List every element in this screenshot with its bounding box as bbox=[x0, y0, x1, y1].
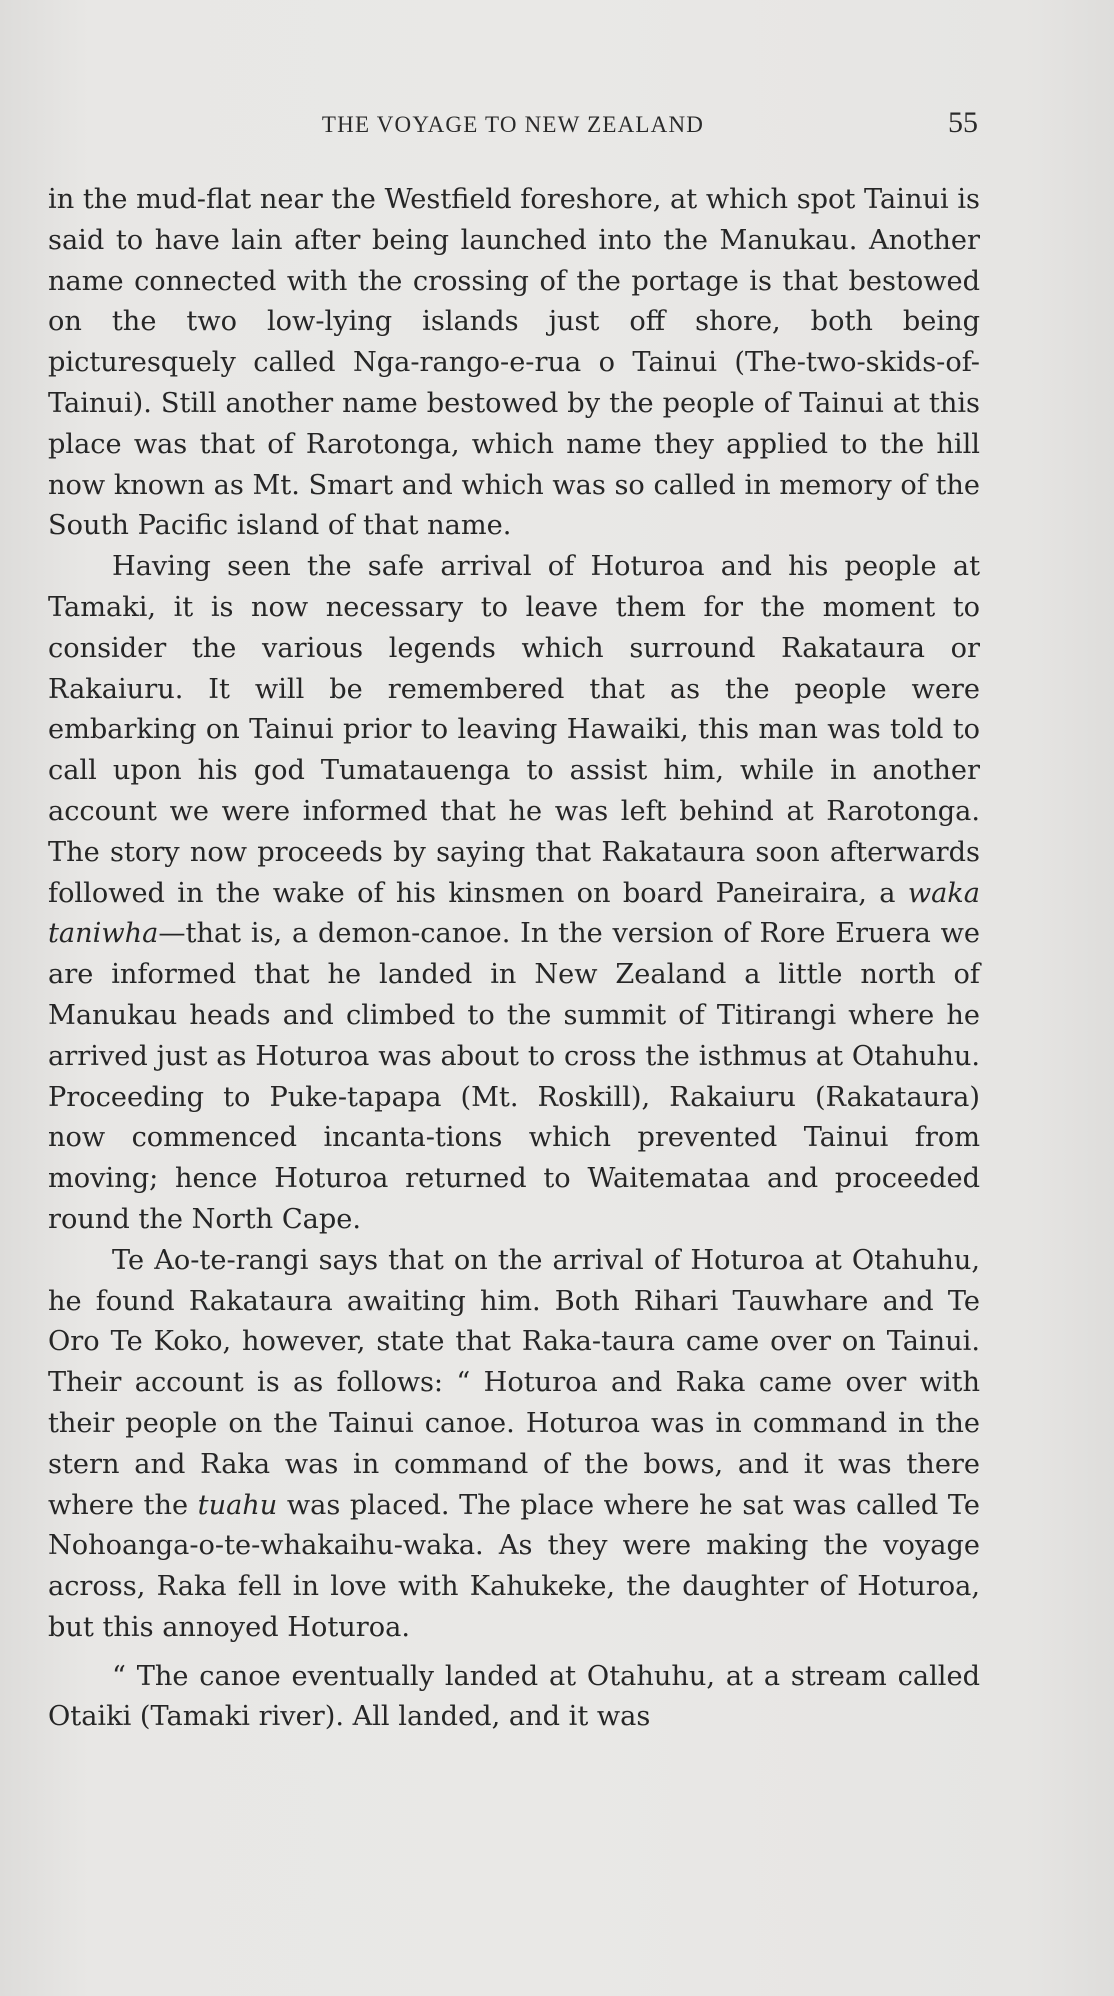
paragraph-3 bbox=[48, 1241, 980, 1649]
paragraph-2-part-b: —that is, a demon-canoe. In the version of Rore Eruera we are informed that he landed in New Zealand a little north of Manukau heads and climbed to the summit of Titirangi where he arrived just as Hoturoa was about to cross the isthmus at Otahuhu. Proceeding to Puke-tapapa (Mt. Roskill), Rakaiuru (Rakataura) now commenced incanta-tions which prevented Tainui from moving; hence Hoturoa returned to Waitemataa and proceeded round the North Cape. bbox=[48, 918, 980, 1235]
paragraph-3-italic-term: tuahu bbox=[197, 1489, 278, 1521]
paragraph-3-part-a: Te Ao-te-rangi says that on the arrival of Hoturoa at Otahuhu, he found Rakataura awaiting him. Both Rihari Tauwhare and Te Oro Te Koko, however, state that Raka-taura came over on Tainui. Their account is as follows: “ Hoturoa and Raka came over with their people on the Tainui canoe. Hoturoa was in command in the stern and Raka was in command of the bows, and it was there where the bbox=[48, 1244, 980, 1521]
paragraph-2-italic-term: waka taniwha bbox=[48, 877, 980, 950]
paragraph-1: in the mud-flat near the Westfield foreshore, at which spot Tainui is said to have lain after being launched into the Manukau. Another name connected with the crossing of the portage is that bestowed on the two low-lying islands just off shore, both being picturesquely called Nga-rango-e-rua o Tainui (The-two-skids-of-Tainui). Still another name bestowed by the people of Tainui at this place was that of Rarotonga, which name they applied to the hill now known as Mt. Smart and which was so called in memory of the South Pacific island of that name. bbox=[48, 184, 980, 542]
page-header bbox=[48, 106, 978, 146]
page-number: 55 bbox=[948, 106, 978, 139]
paragraph-2-part-a: Having seen the safe arrival of Hoturoa and his people at Tamaki, it is now necessary to leave them for the moment to consider the various legends which surround Rakataura or Rakaiuru. It will be remembered that as the people were embarking on Tainui prior to leaving Hawaiki, this man was told to call upon his god Tumatauenga to assist him, while in another account we were informed that he was left behind at Rarotonga. The story now proceeds by saying that Rakataura soon afterwards followed in the wake of his kinsmen on board Paneiraira, a bbox=[48, 551, 980, 909]
paragraph-3-part-b: was placed. The place where he sat was called Te Nohoanga-o-te-whakaihu-waka. As they were making the voyage across, Raka fell in love with Kahukeke, the daughter of Hoturoa, but this annoyed Hoturoa. bbox=[48, 1489, 980, 1643]
paragraph-2 bbox=[48, 547, 980, 1241]
body-text bbox=[48, 180, 980, 1738]
running-title: THE VOYAGE TO NEW ZEALAND bbox=[321, 112, 705, 137]
paragraph-4: “ The canoe eventually landed at Otahuhu, at a stream called Otaiki (Tamaki river). All landed, and it was bbox=[48, 1660, 980, 1733]
